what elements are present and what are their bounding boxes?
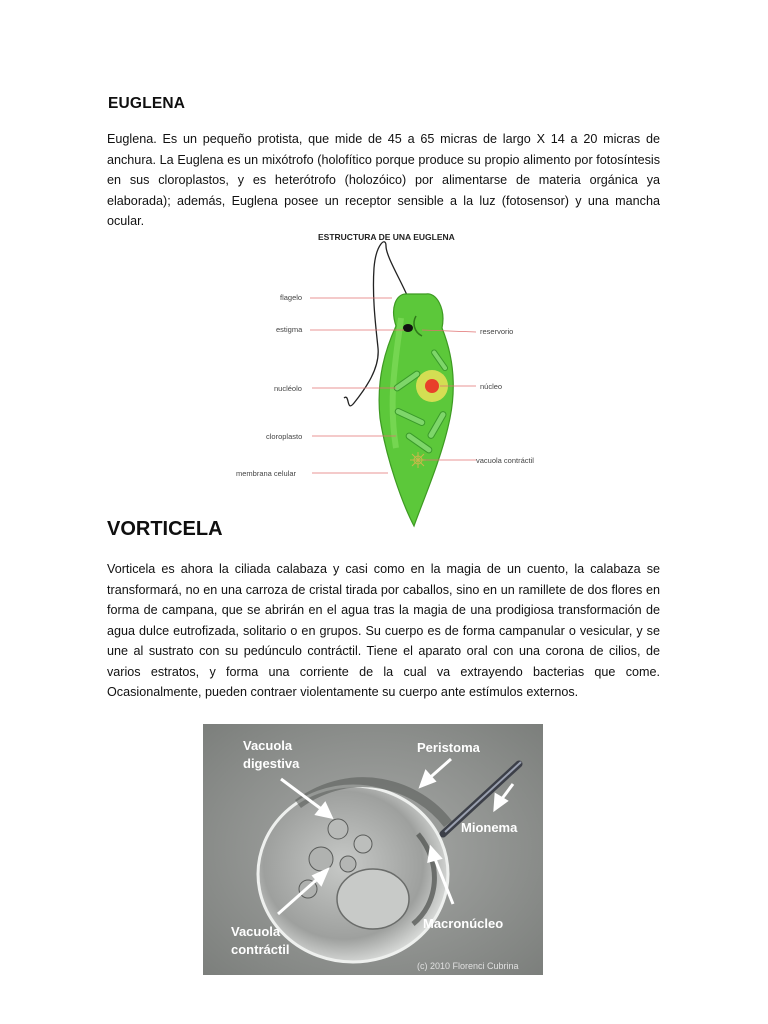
label-estigma: estigma [276,325,303,334]
label-vacuola-contractil-2: contráctil [231,942,290,957]
label-cloroplasto: cloroplasto [266,432,303,441]
label-flagelo: flagelo [280,293,303,302]
vorticela-micrograph [203,724,543,975]
euglena-paragraph: Euglena. Es un pequeño protista, que mide de 45 a 65 micras de largo X 14 a 20 micras de anchura. La Euglena es un mixótrofo (holofítico porque produce su propio alimento por fotosíntesis en sus cloroplastos, y es heterótrofo (holozóico) por alimentarse de materia orgánica ya elaborada); además, Euglena posee un receptor sensible a la luz (fotosensor) y una mancha ocular. [107,132,660,228]
label-vacuola-contractil-1: Vacuola [231,924,281,939]
label-membrana-celular: membrana celular [236,469,297,478]
stigma [403,324,413,332]
label-nucleolo: nucléolo [274,384,302,393]
label-vacuola-digestiva-1: Vacuola [243,738,293,753]
label-peristoma: Peristoma [417,740,480,755]
euglena-diagram [236,228,548,528]
label-vacuola-digestiva-2: digestiva [243,756,300,771]
euglena-heading: EUGLENA [108,95,186,112]
contractile-vacuole [410,452,426,468]
nucleus [425,379,439,393]
vorticela-paragraph: Vorticela es ahora la ciliada calabaza y casi como en la magia de un cuento, la calabaza se transformará, no en una carroza de cristal tirada por caballos, sino en un ramillete de dos flores en forma de campana, que se abrirán en el agua tras la magia de una prodigiosa transformación de agua dulce eutrofizada, solitario o en grupos. Su cuerpo es de forma campanular o vesicular, y se une al sustrato con su pedúnculo contráctil. Tiene el aparato oral con una corona de cilios, de varios estratos, y forma una corriente de la cual va extrayendo bacterias que come. Ocasionalmente, pueden contraer violentamente su cuerpo ante estímulos externos. [107,562,660,699]
label-macronucleo: Macronúcleo [423,916,504,931]
label-mionema: Mionema [461,820,518,835]
photo-credit: (c) 2010 Florenci Cubrina [417,961,519,971]
contractile-vacuole-cell [337,869,409,929]
euglena-diagram-svg [236,228,548,528]
label-reservorio: reservorio [480,327,514,336]
vorticela-heading: VORTICELA [107,518,223,540]
euglena-diagram-title: ESTRUCTURA DE UNA EUGLENA [318,232,455,242]
label-vacuola-contractil: vacuola contráctil [476,456,534,465]
vorticela-micrograph-svg [203,724,543,975]
label-nucleo: núcleo [480,382,503,391]
